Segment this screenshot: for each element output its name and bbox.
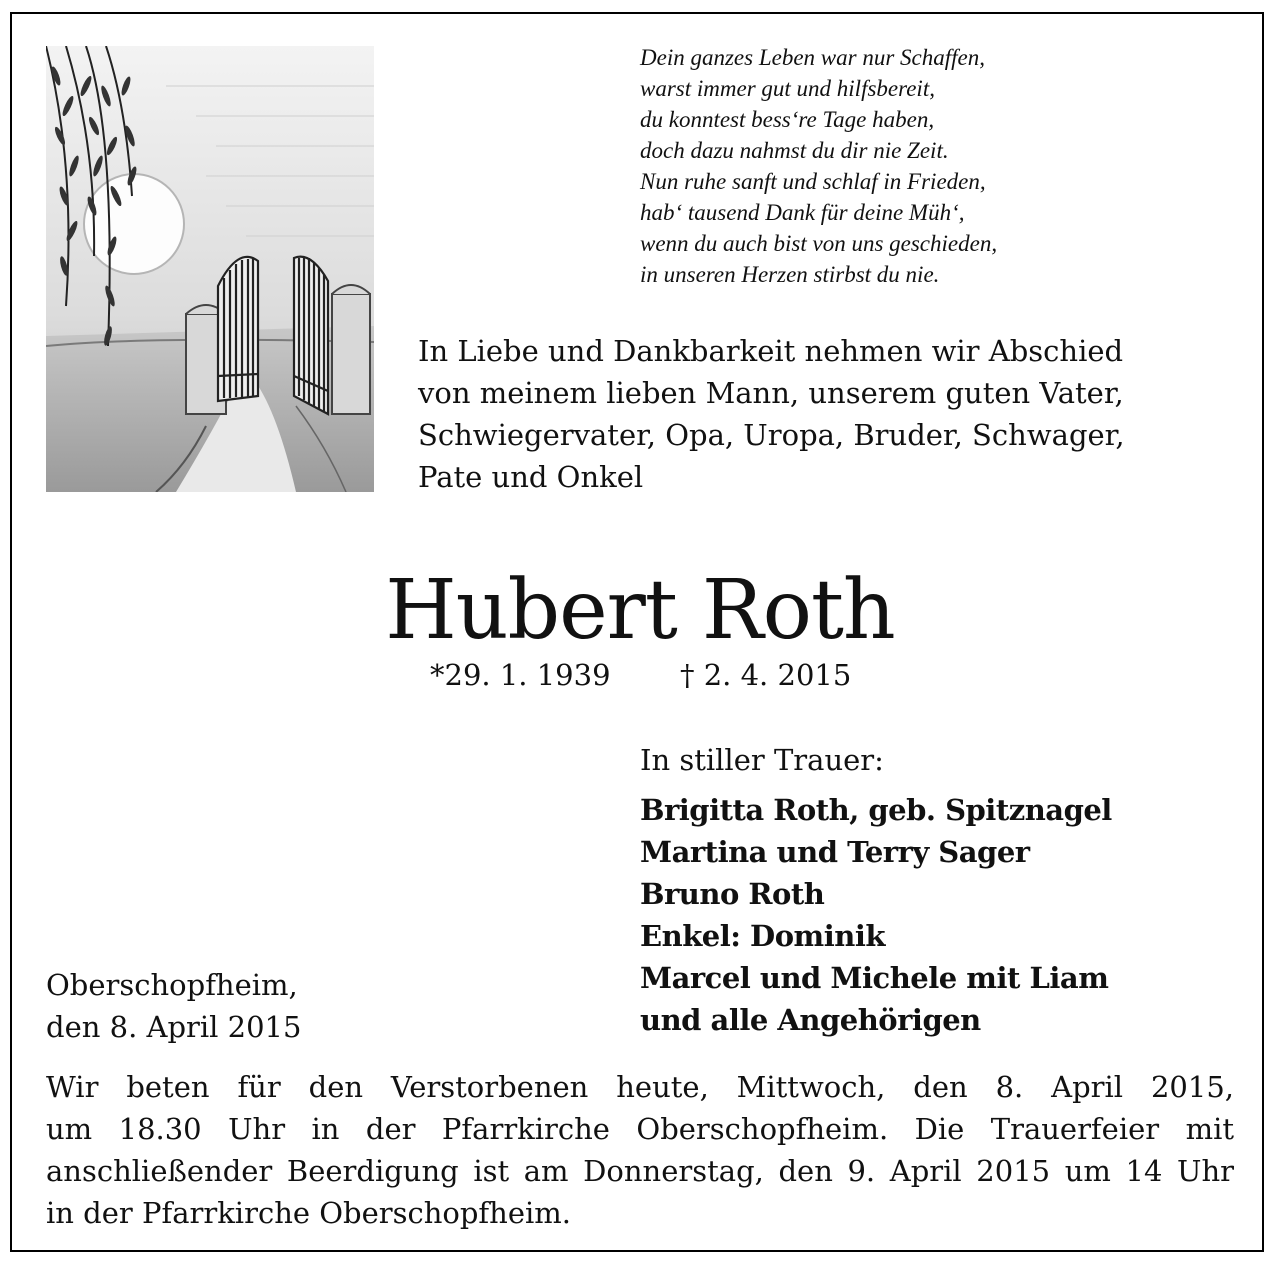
mourner-name: Martina und Terry Sager — [640, 835, 1030, 869]
gate-moon-illustration — [46, 46, 374, 492]
place-and-date — [46, 964, 301, 1048]
mourner-name: Brigitta Roth, geb. Spitznagel — [640, 793, 1112, 827]
birth-date: *29. 1. 1939 — [430, 658, 611, 692]
intro-line: Schwiegervater, Opa, Uropa, Bruder, Schwager, — [418, 418, 1125, 452]
mourners-list — [640, 789, 1260, 1041]
poem-line: warst immer gut und hilfsbereit, — [640, 76, 935, 101]
right-gate-shape — [294, 257, 328, 414]
service-information — [46, 1066, 1234, 1234]
poem-line: in unseren Herzen stirbst du nie. — [640, 262, 940, 287]
service-line: Wir beten für den Verstorbenen heute, Mittwoch, den 8. April 2015, — [46, 1070, 1234, 1104]
mourning-heading: In stiller Trauer: — [640, 743, 884, 777]
mourner-name: und alle Angehörigen — [640, 1003, 981, 1037]
farewell-intro — [418, 330, 1238, 498]
deceased-name: Hubert Roth — [385, 563, 895, 658]
intro-line: von meinem lieben Mann, unserem guten Vater, — [418, 376, 1124, 410]
mourner-name: Enkel: Dominik — [640, 919, 885, 953]
moon-shape — [84, 174, 184, 274]
intro-line: Pate und Onkel — [418, 460, 644, 494]
poem-line: wenn du auch bist von uns geschieden, — [640, 231, 998, 256]
date-line: den 8. April 2015 — [46, 1010, 302, 1044]
service-line: anschließender Beerdigung ist am Donnerstag, den 9. April 2015 um 14 Uhr — [46, 1154, 1234, 1188]
intro-line: In Liebe und Dankbarkeit nehmen wir Abschied — [418, 334, 1124, 368]
service-line: um 18.30 Uhr in der Pfarrkirche Oberschopfheim. Die Trauerfeier mit — [46, 1112, 1234, 1146]
poem-line: hab‘ tausend Dank für deine Müh‘, — [640, 200, 965, 225]
poem-line: Nun ruhe sanft und schlaf in Frieden, — [640, 169, 986, 194]
poem-line: du konntest bess‘re Tage haben, — [640, 107, 935, 132]
left-gate-shape — [218, 257, 258, 401]
poem — [640, 42, 1200, 290]
place-line: Oberschopfheim, — [46, 968, 298, 1002]
poem-line: doch dazu nahmst du dir nie Zeit. — [640, 138, 949, 163]
death-date: † 2. 4. 2015 — [680, 658, 852, 692]
mourner-name: Bruno Roth — [640, 877, 825, 911]
mourner-name: Marcel und Michele mit Liam — [640, 961, 1109, 995]
service-line: in der Pfarrkirche Oberschopfheim. — [46, 1196, 572, 1230]
poem-line: Dein ganzes Leben war nur Schaffen, — [640, 45, 985, 70]
